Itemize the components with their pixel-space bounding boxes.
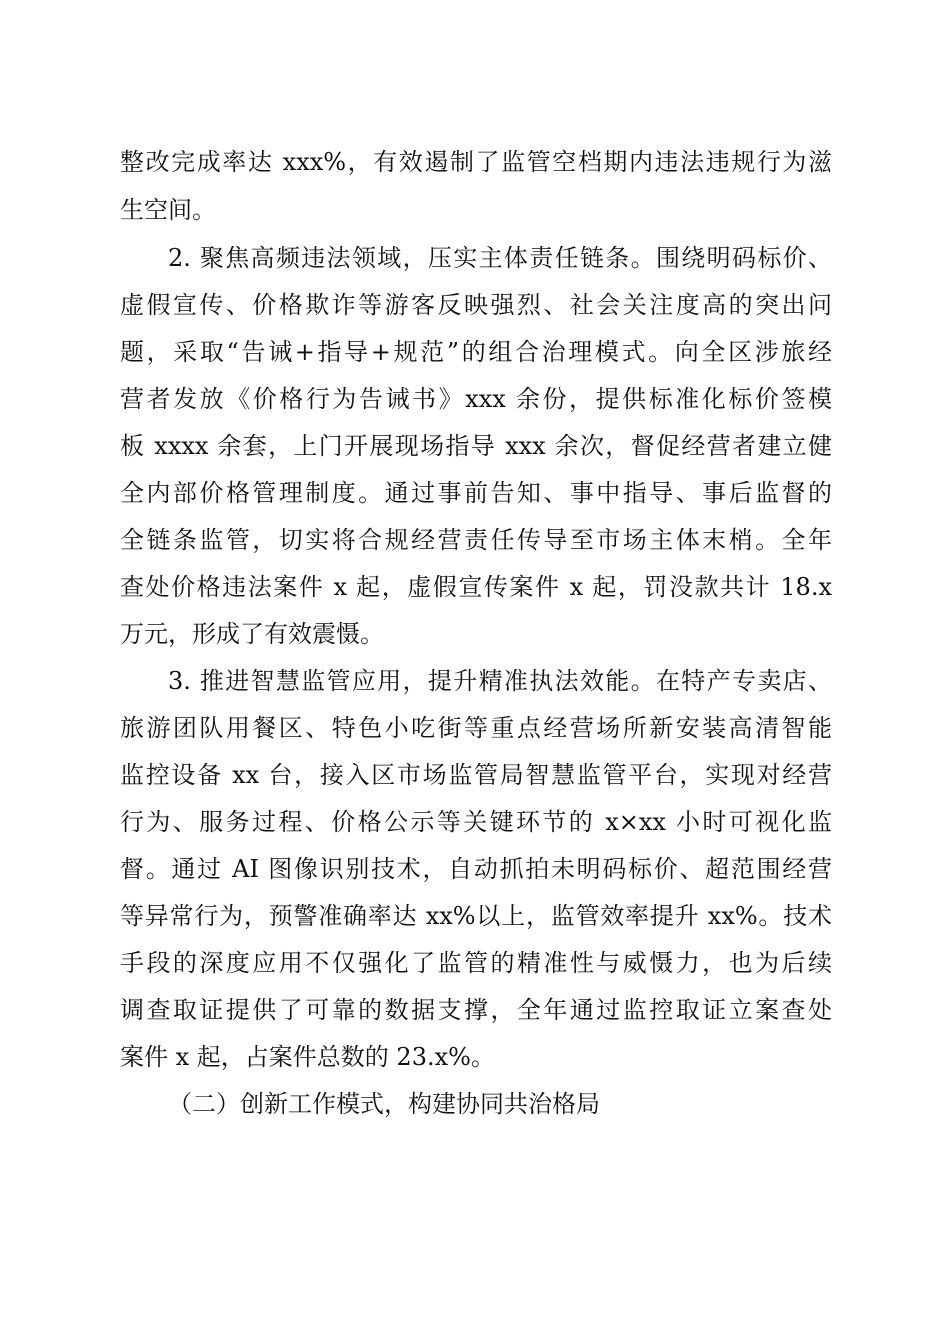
paragraph-line: 全链条监管，切实将合规经营责任传导至市场主体末梢。全年 [120, 526, 832, 554]
paragraph-line: 万元，形成了有效震慑。 [120, 620, 384, 648]
paragraph-line: 旅游团队用餐区、特色小吃街等重点经营场所新安装高清智能 [120, 714, 832, 742]
paragraph-line: 题，采取“告诫+指导+规范”的组合治理模式。向全区涉旅经 [120, 338, 832, 366]
paragraph-line: 2. 聚焦高频违法领域，压实主体责任链条。围绕明码标价、 [168, 244, 832, 272]
paragraph-line: 生空间。 [120, 196, 216, 224]
paragraph-line: 全内部价格管理制度。通过事前告知、事中指导、事后监督的 [120, 479, 832, 507]
paragraph-line: 板 xxxx 余套，上门开展现场指导 xxx 余次，督促经营者建立健 [120, 432, 832, 460]
paragraph-line: 3. 推进智慧监管应用，提升精准执法效能。在特产专卖店、 [168, 667, 832, 695]
paragraph-line: 行为、服务过程、价格公示等关键环节的 x×xx 小时可视化监 [120, 808, 832, 836]
paragraph-line: 整改完成率达 xxx%，有效遏制了监管空档期内违法违规行为滋 [120, 148, 832, 176]
paragraph-line: 营者发放《价格行为告诫书》xxx 余份，提供标准化标价签模 [120, 385, 832, 413]
paragraph-line: 虚假宣传、价格欺诈等游客反映强烈、社会关注度高的突出问 [120, 291, 832, 319]
paragraph-line: 手段的深度应用不仅强化了监管的精准性与威慑力，也为后续 [120, 949, 832, 977]
paragraph-line: 调查取证提供了可靠的数据支撑，全年通过监控取证立案查处 [120, 996, 832, 1024]
paragraph-line: 等异常行为，预警准确率达 xx%以上，监管效率提升 xx%。技术 [120, 902, 832, 930]
paragraph-line: 监控设备 xx 台，接入区市场监管局智慧监管平台，实现对经营 [120, 761, 832, 789]
paragraph-line: 案件 x 起，占案件总数的 23.x%。 [120, 1043, 495, 1071]
paragraph-line: 督。通过 AI 图像识别技术，自动抓拍未明码标价、超范围经营 [120, 855, 832, 883]
paragraph-line: 查处价格违法案件 x 起，虚假宣传案件 x 起，罚没款共计 18.x [120, 573, 832, 601]
section-heading: （二）创新工作模式，构建协同共治格局 [168, 1090, 600, 1118]
